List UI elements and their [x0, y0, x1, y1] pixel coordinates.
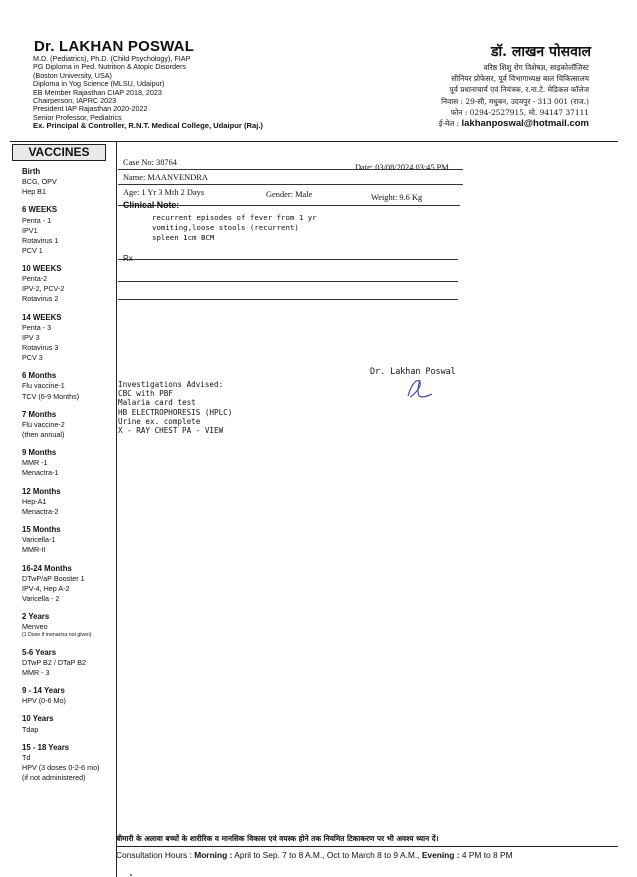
vaccine-item: Penta-2 — [22, 274, 48, 284]
vaccine-group-heading: 9 - 14 Years — [22, 686, 65, 696]
vaccine-group-heading: 16-24 Months — [22, 563, 72, 573]
visit-date: Date: 03/08/2024 03:45 PM — [355, 163, 449, 172]
vaccine-group — [22, 205, 114, 255]
evening-label: Evening : — [421, 850, 460, 860]
investigation-item: HB ELECTROPHORESIS (HPLC) — [118, 407, 233, 417]
clinical-note-label: Clinical Note: — [123, 200, 180, 210]
vaccine-item: BCG, OPV — [22, 177, 57, 187]
vaccine-item: MMR - 3 — [22, 667, 50, 677]
vaccine-item: Flu vaccine-1 — [22, 381, 65, 391]
vaccine-item: Td — [22, 752, 31, 762]
vaccine-item: DTwP/aP Booster 1 — [22, 573, 85, 583]
credential-line: Chairperson, IAPRC 2023 — [33, 96, 117, 106]
doctor-credentials-en — [33, 55, 333, 131]
vaccine-group — [22, 714, 114, 734]
vaccine-group — [22, 612, 114, 639]
vaccine-group — [22, 525, 114, 555]
vaccine-item: Flu vaccine-2 — [22, 419, 65, 429]
morning-label: Morning : — [194, 850, 233, 860]
vaccine-item: Penta - 1 — [22, 215, 52, 225]
consult-label: Consultation Hours : — [116, 850, 195, 860]
vaccine-group — [22, 487, 114, 517]
name-rule — [118, 184, 463, 185]
credential-line: EB Member Rajasthan CIAP 2018, 2023 — [33, 87, 162, 97]
investigations-label: Investigations Advised: — [118, 380, 224, 389]
signature-name: Dr. Lakhan Poswal — [370, 366, 456, 376]
vaccine-item: Penta - 3 — [22, 322, 52, 332]
vaccine-note: (1 Dose if menactra not given) — [22, 632, 92, 639]
morning-text: April to Sep. 7 to 8 A.M., Oct to March 8 to 9 A.M., — [232, 850, 422, 860]
vaccine-item: MMR -1 — [22, 458, 48, 468]
email-line — [439, 118, 589, 129]
case-number: Case No: 38764 — [123, 158, 177, 167]
vaccine-item: Menveo — [22, 622, 48, 632]
vaccine-group — [22, 410, 114, 440]
credential-line-hi: निवास : 29-सी, मधुबन, उदयपुर - 313 001 (राज.) — [441, 96, 589, 106]
case-rule — [118, 169, 463, 170]
vaccine-item: HPV (3 doses 0-2-6 mo) — [22, 763, 100, 773]
vaccine-group-heading: 7 Months — [22, 409, 57, 419]
signature-mark — [402, 376, 436, 402]
investigation-item: CBC with PBF — [118, 389, 173, 399]
rx-label: Rx — [123, 254, 133, 263]
vaccines-title: VACCINES — [12, 144, 106, 161]
evening-text: 4 PM to 8 PM — [459, 850, 513, 860]
credential-line-hi: पूर्व प्रधानाचार्य एवं नियंत्रक, र.ना.टे. मेडिकल कॉलेज — [449, 85, 589, 95]
patient-age: Age: 1 Yr 3 Mth 2 Days — [123, 188, 205, 197]
vaccine-group — [22, 371, 114, 401]
scan-dot — [130, 874, 132, 876]
vaccine-item: Menactra-1 — [22, 468, 59, 478]
credential-line: Senior Professor, Pediatrics — [33, 112, 122, 122]
vaccine-item: IPV-2, PCV-2 — [22, 284, 65, 294]
vaccine-item: (then annual) — [22, 430, 65, 439]
vaccine-group-heading: 10 Years — [22, 714, 54, 724]
email-label: ई-मेल : — [438, 119, 462, 129]
patient-name: Name: MAANVENDRA — [123, 173, 208, 182]
vaccine-group-heading: 9 Months — [22, 448, 57, 458]
vaccine-group-heading: 5-6 Years — [22, 647, 57, 657]
vaccine-group-heading: 12 Months — [22, 486, 61, 496]
investigation-item: X - RAY CHEST PA - VIEW — [118, 426, 224, 436]
investigation-item: Urine ex. complete — [118, 416, 201, 426]
investigations — [118, 380, 232, 435]
vaccine-item: Varicella-1 — [22, 535, 56, 545]
vaccine-group-heading: 6 Months — [22, 371, 57, 381]
email-address[interactable]: lakhanposwal@hotmail.com — [461, 118, 589, 130]
vaccine-item: PCV 1 — [22, 245, 43, 255]
vaccine-group-heading: 15 - 18 Years — [22, 742, 70, 752]
vaccine-group-heading: Birth — [22, 167, 41, 176]
footer-rule — [116, 846, 618, 847]
investigation-item: Malaria card test — [118, 398, 196, 408]
rx-rule-2 — [118, 299, 458, 300]
vaccine-item: (if not administered) — [22, 773, 86, 783]
credential-line-hi: वरिष्ठ शिशु रोग विशेषज्ञ, साइकोलॉजिस्ट — [483, 63, 589, 72]
vaccine-group — [22, 743, 114, 783]
column-divider — [116, 142, 117, 877]
vaccine-item: Menactra-2 — [22, 506, 59, 516]
clinical-line: vomiting,loose stools (recurrent) — [152, 223, 299, 232]
clinical-note-text — [152, 213, 317, 243]
credential-line-last: Ex. Principal & Controller, R.N.T. Medical College, Udaipur (Raj.) — [33, 121, 263, 131]
vaccine-item: Rotavirus 2 — [22, 294, 59, 304]
credential-line: PG Diploma in Ped. Nutrition & Atopic Disorders — [33, 62, 186, 72]
credential-line-hi: फोन : 0294-2527915, मो. 94147 37111 — [450, 107, 589, 117]
vaccine-item: PCV 3 — [22, 353, 43, 363]
vaccine-group — [22, 167, 114, 197]
vaccine-item: Hep-A1 — [22, 496, 47, 506]
vaccine-item: IPV1 — [22, 225, 38, 235]
credential-line-hi: सीनियर प्रोफेसर, पूर्व विभागाध्यक्ष बाल चिकित्सालय — [451, 74, 589, 84]
vaccine-item: Hep B1 — [22, 187, 46, 197]
doctor-name-en: Dr. LAKHAN POSWAL — [34, 38, 195, 55]
vaccine-group — [22, 648, 114, 678]
credential-line: (Boston University, USA) — [33, 70, 112, 80]
vaccine-group — [22, 564, 114, 604]
vaccine-item: DTwP B2 / DTaP B2 — [22, 657, 87, 667]
vaccine-item: Rotavirus 1 — [22, 235, 59, 245]
credential-line: President IAP Rajasthan 2020-2022 — [33, 104, 148, 114]
header-divider — [10, 141, 618, 142]
vaccine-item: Varicella - 2 — [22, 593, 60, 603]
vaccine-group-heading: 15 Months — [22, 525, 61, 535]
vaccine-group — [22, 448, 114, 478]
vaccine-item: MMR-II — [22, 545, 46, 555]
clinical-line: recurrent episodes of fever from 1 yr — [152, 213, 317, 222]
footer-hindi-note: बीमारी के अलावा बच्चों के शारीरिक व मानसिक विकास एवं वयस्क होने तक नियमित टिकाकरण पर भी अवश्य ध्यान दें। — [116, 834, 439, 843]
credential-line: Diploma in Yog Science (MLSU, Udaipur) — [33, 79, 165, 89]
doctor-credentials-hi — [439, 62, 589, 129]
vaccine-item: HPV (0-6 Mo) — [22, 696, 66, 706]
vaccine-item: IPV 3 — [22, 332, 40, 342]
vaccine-item: TCV (6-9 Months) — [22, 391, 80, 401]
vaccine-group-heading: 2 Years — [22, 612, 50, 622]
vaccine-item: Tdap — [22, 724, 39, 734]
doctor-name-hi: डॉ. लाखन पोसवाल — [490, 44, 591, 60]
rx-rule-1 — [118, 281, 458, 282]
clinical-line: spleen 1cm BCM — [152, 233, 215, 242]
vaccine-group — [22, 686, 114, 706]
vaccine-item: IPV-4, Hep A-2 — [22, 583, 70, 593]
vaccine-schedule — [22, 167, 114, 791]
consultation-hours — [116, 850, 513, 860]
vaccine-item: Rotavirus 3 — [22, 342, 59, 352]
vaccine-group-heading: 14 WEEKS — [22, 312, 62, 322]
vaccine-group — [22, 313, 114, 363]
patient-gender: Gender: Male — [266, 190, 313, 199]
clinical-rule — [118, 259, 458, 260]
patient-weight: Weight: 9.6 Kg — [371, 193, 423, 202]
vaccine-group — [22, 264, 114, 304]
vaccine-group-heading: 6 WEEKS — [22, 205, 58, 215]
vaccine-group-heading: 10 WEEKS — [22, 264, 62, 274]
credential-line: M.D. (Pediatrics), Ph.D. (Child Psychology), FIAP — [33, 54, 191, 63]
